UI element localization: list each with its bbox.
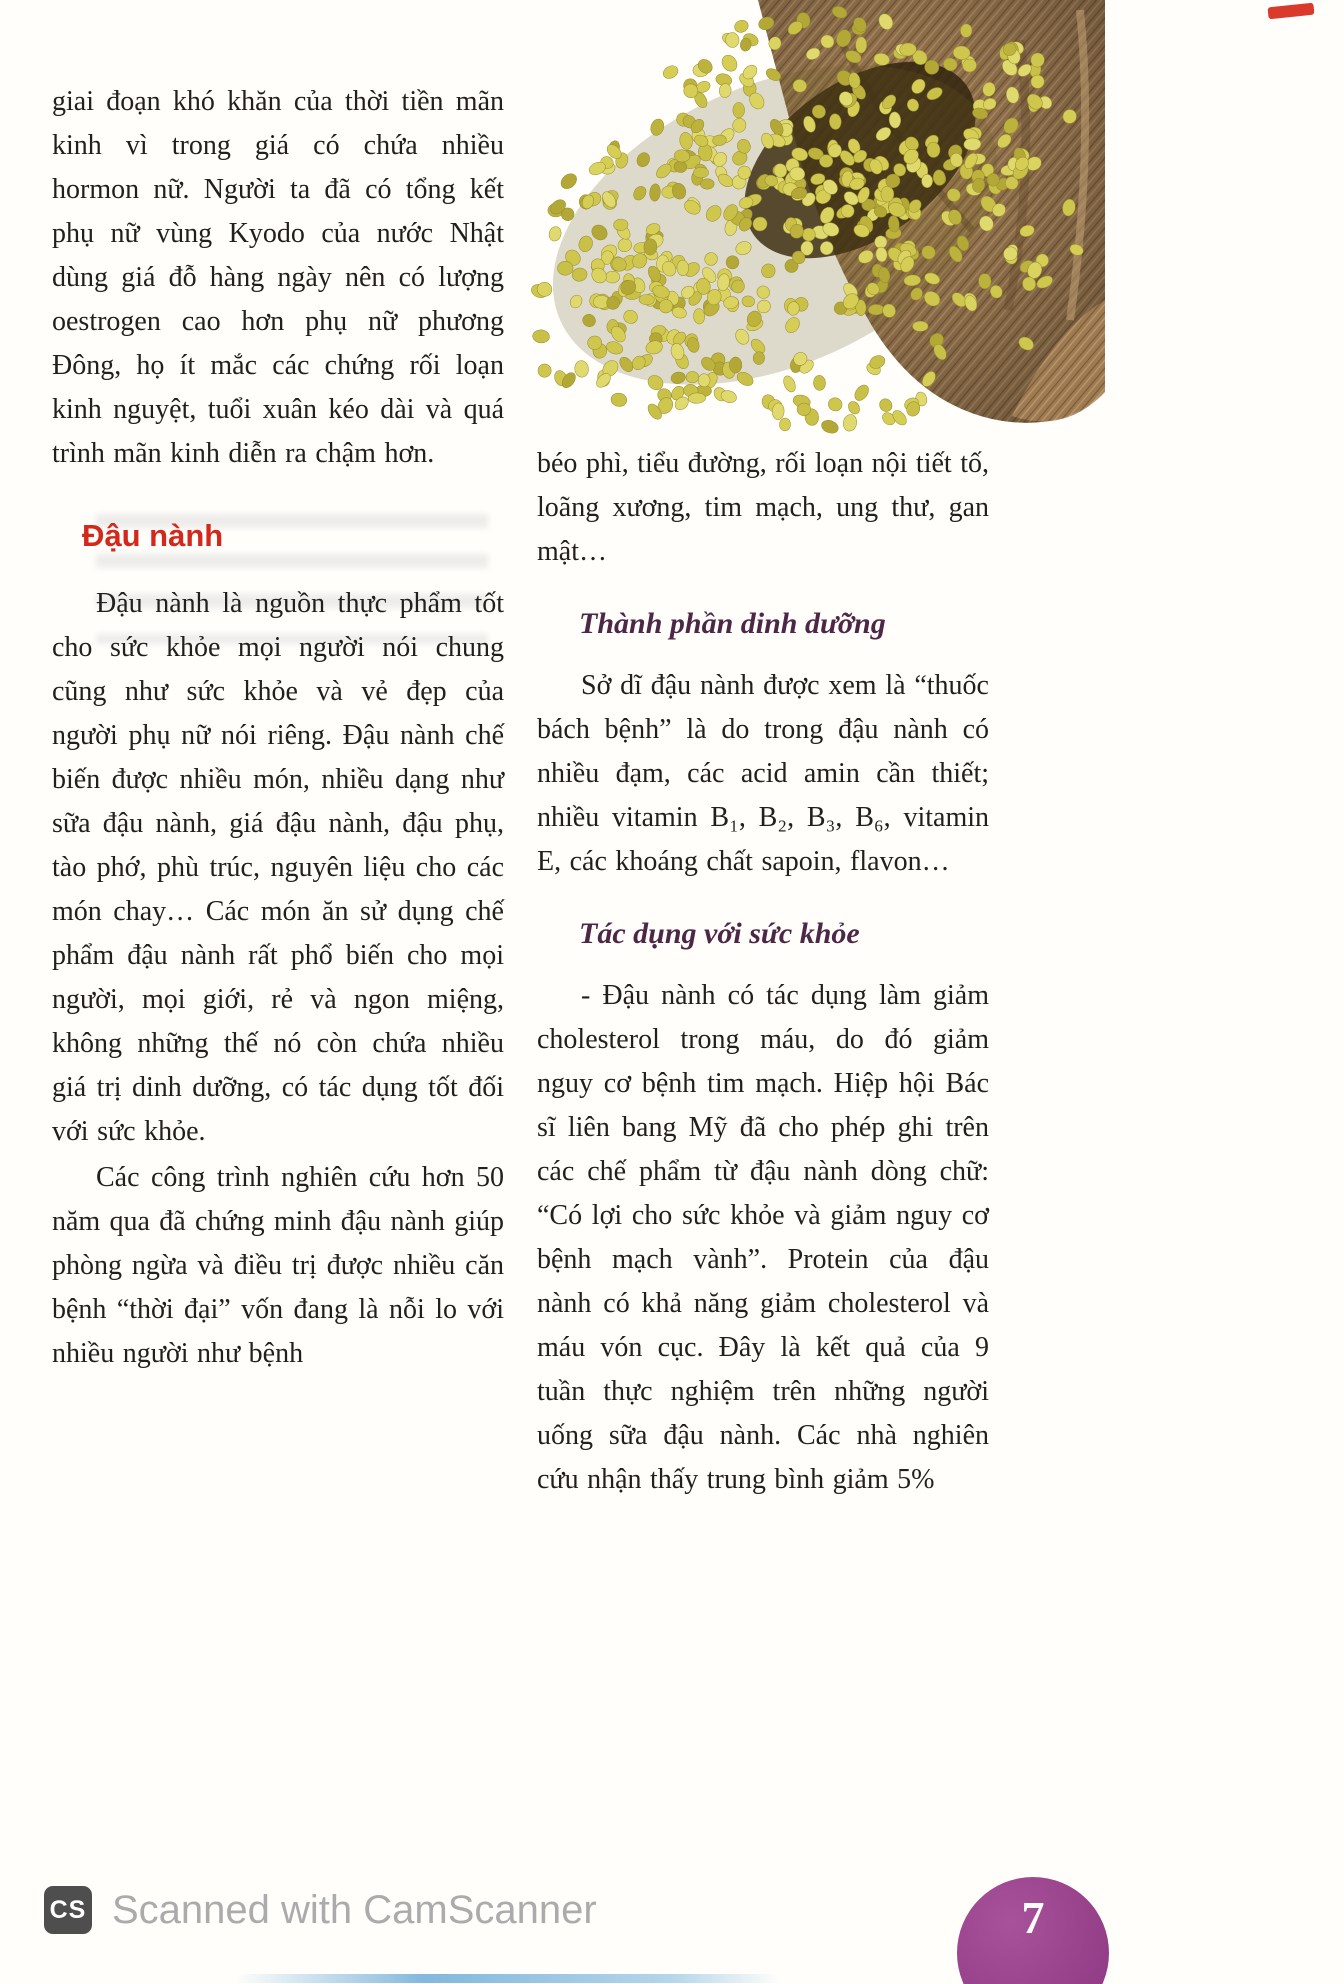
camscanner-watermark-text: Scanned with CamScanner xyxy=(112,1887,597,1932)
paragraph: Đậu nành là nguồn thực phẩm tốt cho sức khỏe mọi người nói chung cũng như sức khỏe và vẻ đẹp của người phụ nữ nói riêng. Đậu nành chế biến được nhiều món, nhiều dạng như sữa đậu nành, giá đậu nành, đậu phụ, tào phớ, phù trúc, nguyên liệu cho các món chay… Các món ăn sử dụng chế phẩm đậu nành rất phổ biến cho mọi người, mọi giới, rẻ và ngon miệng, không những thế nó còn chứa nhiều giá trị dinh dưỡng, có tác dụng tốt đối với sức khỏe. xyxy=(52,588,504,1147)
subheading-thanh-phan-dinh-duong: Thành phần dinh dưỡng xyxy=(579,607,886,640)
paragraph-continued-from-left-column: béo phì, tiểu đường, rối loạn nội tiết tố, loãng xương, tim mạch, ung thư, gan mật… xyxy=(537,448,989,567)
section-heading-dau-nanh: Đậu nành xyxy=(82,518,224,553)
paragraph-continued-from-previous-page: giai đoạn khó khăn của thời tiền mãn kinh vì trong giá có chứa nhiều hormon nữ. Người ta đã có tổng kết phụ nữ vùng Kyodo của nước Nhật dùng giá đỗ hàng ngày nên có lượng oestrogen cao hơn phụ nữ phương Đông, họ ít mắc các chứng rối loạn kinh nguyệt, tuổi xuân kéo dài và quá trình mãn kinh diễn ra chậm hơn. xyxy=(52,86,504,469)
page-number-badge xyxy=(957,1877,1109,1984)
camscanner-logo-icon: CS xyxy=(44,1886,92,1934)
soybean-sack-illustration xyxy=(520,0,1105,436)
right-column xyxy=(537,442,989,1502)
paragraph: - Đậu nành có tác dụng làm giảm cholesterol trong máu, do đó giảm nguy cơ bệnh tim mạch. Hiệp hội Bác sĩ liên bang Mỹ đã cho phép ghi trên các chế phẩm từ đậu nành dòng chữ: “Có lợi cho sức khỏe và giảm nguy cơ bệnh mạch vành”. Protein của đậu nành có khả năng giảm cholesterol và máu vón cục. Đây là kết quả của 9 tuần thực nghiệm trên những người uống sữa đậu nành. Các nhà nghiên cứu nhận thấy trung bình giảm 5% xyxy=(537,980,989,1495)
soybean-photo xyxy=(520,0,1105,436)
paragraph: Các công trình nghiên cứu hơn 50 năm qua đã chứng minh đậu nành giúp phòng ngừa và điều trị được nhiều căn bệnh “thời đại” vốn đang là nỗi lo với nhiều người như bệnh xyxy=(52,1162,504,1369)
camscanner-watermark xyxy=(44,1886,597,1934)
left-column xyxy=(52,80,504,1376)
page-number: 7 xyxy=(1021,1892,1045,1943)
subheading-tac-dung-voi-suc-khoe: Tác dụng với sức khỏe xyxy=(579,917,860,950)
scan-artifact-blue-strip xyxy=(235,1974,780,1983)
paragraph: Sở dĩ đậu nành được xem là “thuốc bách bệnh” là do trong đậu nành có nhiều đạm, các acid amin cần thiết; nhiều vitamin B₁, B₂, B₃, B₆, vitamin E, các khoáng chất sapoin, flavon… xyxy=(537,670,989,877)
scan-artifact-red-mark xyxy=(1267,3,1314,20)
